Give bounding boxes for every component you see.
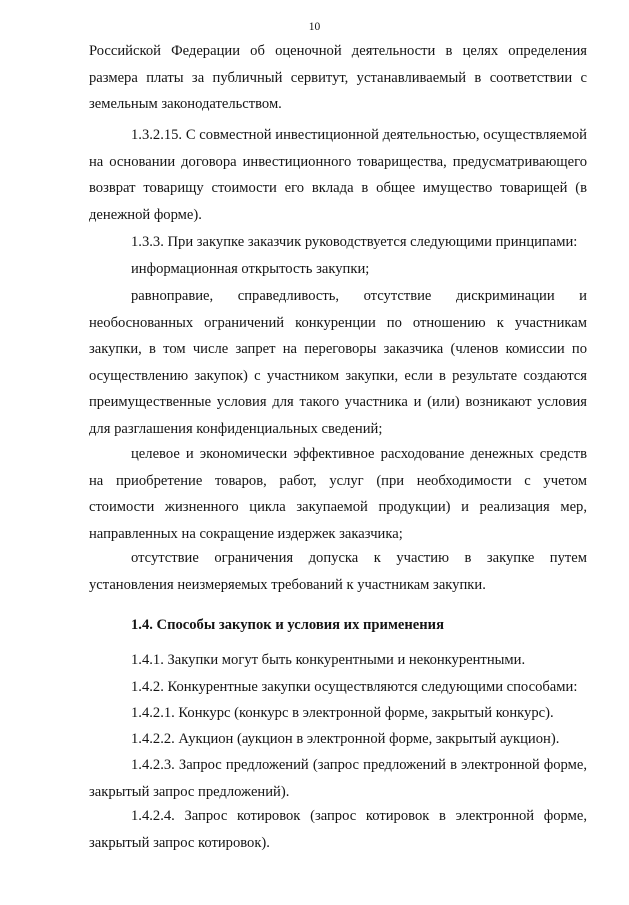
text-line: Российской Федерации об оценочной деятельности в целях определения (89, 43, 587, 59)
principle-efficiency (89, 441, 587, 547)
paragraph-land-law (89, 38, 587, 118)
text-line: преимущественные условия для такого участника и (или) возникают условия (89, 394, 587, 410)
text-line: денежной форме). (89, 206, 202, 223)
paragraph-1-4-2-4 (89, 803, 587, 856)
section-heading (89, 612, 587, 639)
text-line: для разглашения конфиденциальных сведений; (89, 420, 383, 437)
principle-equality (89, 283, 587, 442)
paragraph-1-3-3 (89, 229, 587, 256)
text-line: на основании договора инвестиционного товарищества, предусматривающего (89, 153, 587, 170)
text-line: отсутствие ограничения допуска к участию в закупке путем (131, 550, 587, 566)
text-line: 1.3.3. При закупке заказчик руководствуется следующими принципами: (131, 234, 578, 250)
page-number: 10 (308, 21, 321, 33)
paragraph-1-4-1 (89, 647, 587, 674)
text-line: 1.4.2. Конкурентные закупки осуществляются следующими способами: (131, 679, 578, 695)
paragraph-1-4-2-1 (89, 700, 587, 727)
text-line: осуществлению закупок) с участником закупки, если в результате создаются (89, 367, 587, 384)
text-line: закупки, в том числе запрет на переговоры заказчика (членов комиссии по (89, 341, 587, 357)
text-line: размера платы за публичный сервитут, устанавливаемый в соответствии с (89, 69, 587, 86)
text-line: равноправие, справедливость, отсутствие дискриминации и (131, 288, 587, 304)
text-line: закрытый запрос предложений). (89, 783, 290, 800)
paragraph-1-4-2-2 (89, 726, 587, 753)
paragraph-1-4-2 (89, 674, 587, 701)
text-line: на приобретение товаров, работ, услуг (при необходимости с учетом (89, 472, 587, 489)
text-line: 1.4.2.1. Конкурс (конкурс в электронной форме, закрытый конкурс). (131, 705, 554, 721)
text-line: 1.4.2.3. Запрос предложений (запрос предложений в электронной форме, (131, 757, 587, 773)
principle-no-restrictions (89, 545, 587, 598)
text-line: 1.4.1. Закупки могут быть конкурентными и неконкурентными. (131, 652, 526, 668)
text-line: стоимости жизненного цикла закупаемой продукции) и реализация мер, (89, 499, 587, 515)
principle-openness (89, 256, 587, 283)
text-line: необоснованных ограничений конкуренции по отношению к участникам (89, 314, 587, 331)
section-title: 1.4. Способы закупок и условия их применения (131, 617, 444, 633)
text-line: земельным законодательством. (89, 96, 282, 112)
paragraph-1-4-2-3 (89, 752, 587, 805)
text-line: 1.4.2.2. Аукцион (аукцион в электронной форме, закрытый аукцион). (131, 731, 560, 747)
text-line: 1.3.2.15. С совместной инвестиционной деятельностью, осуществляемой (131, 127, 587, 143)
text-line: информационная открытость закупки; (131, 261, 370, 277)
text-line: направленных на сокращение издержек заказчика; (89, 525, 403, 542)
text-line: возврат товарищу стоимости его вклада в общее имущество товарищей (в (89, 180, 587, 196)
text-line: установления неизмеряемых требований к участникам закупки. (89, 576, 486, 593)
paragraph-1-3-2-15 (89, 122, 587, 228)
text-line: 1.4.2.4. Запрос котировок (запрос котировок в электронной форме, (131, 808, 587, 824)
text-line: закрытый запрос котировок). (89, 834, 270, 851)
text-line: целевое и экономически эффективное расходование денежных средств (131, 446, 587, 462)
